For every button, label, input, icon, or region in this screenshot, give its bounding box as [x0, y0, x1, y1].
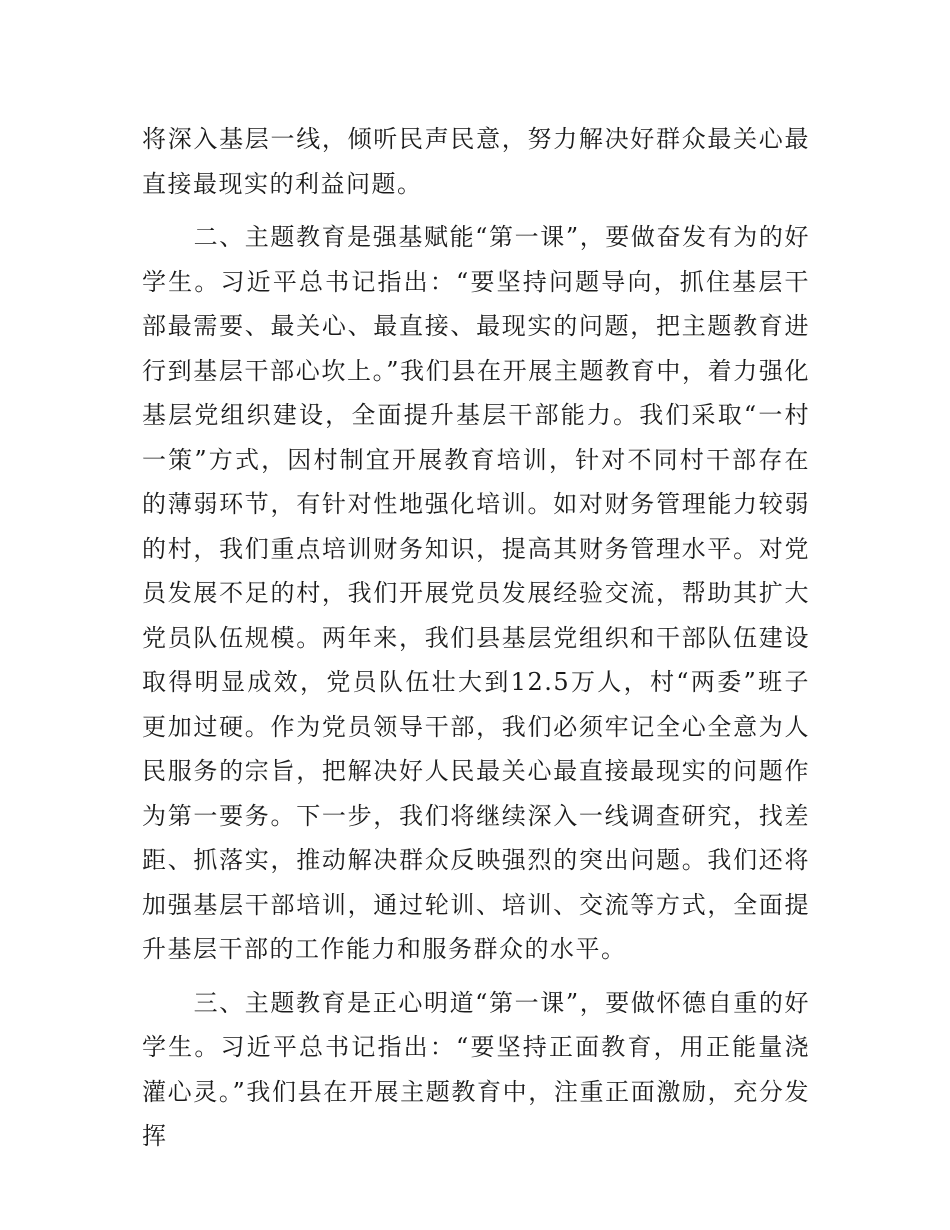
- paragraph-section-three: 三、主题教育是正心明道“第一课”，要做怀德自重的好学生。习近平总书记指出：“要坚持正面教育，用正能量浇灌心灵。”我们县在开展主题教育中，注重正面激励，充分发挥: [142, 988, 810, 1150]
- paragraph-section-two: 二、主题教育是强基赋能“第一课”，要做奋发有为的好学生。习近平总书记指出：“要坚持问题导向，抓住基层干部最需要、最关心、最直接、最现实的问题，把主题教育进行到基层干部心坎上。”我们县在开展主题教育中，着力强化基层党组织建设，全面提升基层干部能力。我们采取“一村一策”方式，因村制宜开展教育培训，针对不同村干部存在的薄弱环节，有针对性地强化培训。如对财务管理能力较弱的村，我们重点培训财务知识，提高其财务管理水平。对党员发展不足的村，我们开展党员发展经验交流，帮助其扩大党员队伍规模。两年来，我们县基层党组织和干部队伍建设取得明显成效，党员队伍壮大到12.5万人，村“两委”班子更加过硬。作为党员领导干部，我们必须牢记全心全意为人民服务的宗旨，把解决好人民最关心最直接最现实的问题作为第一要务。下一步，我们将继续深入一线调查研究，找差距、抓落实，推动解决群众反映强烈的突出问题。我们还将加强基层干部培训，通过轮训、培训、交流等方式，全面提升基层干部的工作能力和服务群众的水平。: [142, 223, 810, 963]
- document-page: [142, 117, 810, 1159]
- paragraph-continuation: 将深入基层一线，倾听民声民意，努力解决好群众最关心最直接最现实的利益问题。: [142, 125, 810, 198]
